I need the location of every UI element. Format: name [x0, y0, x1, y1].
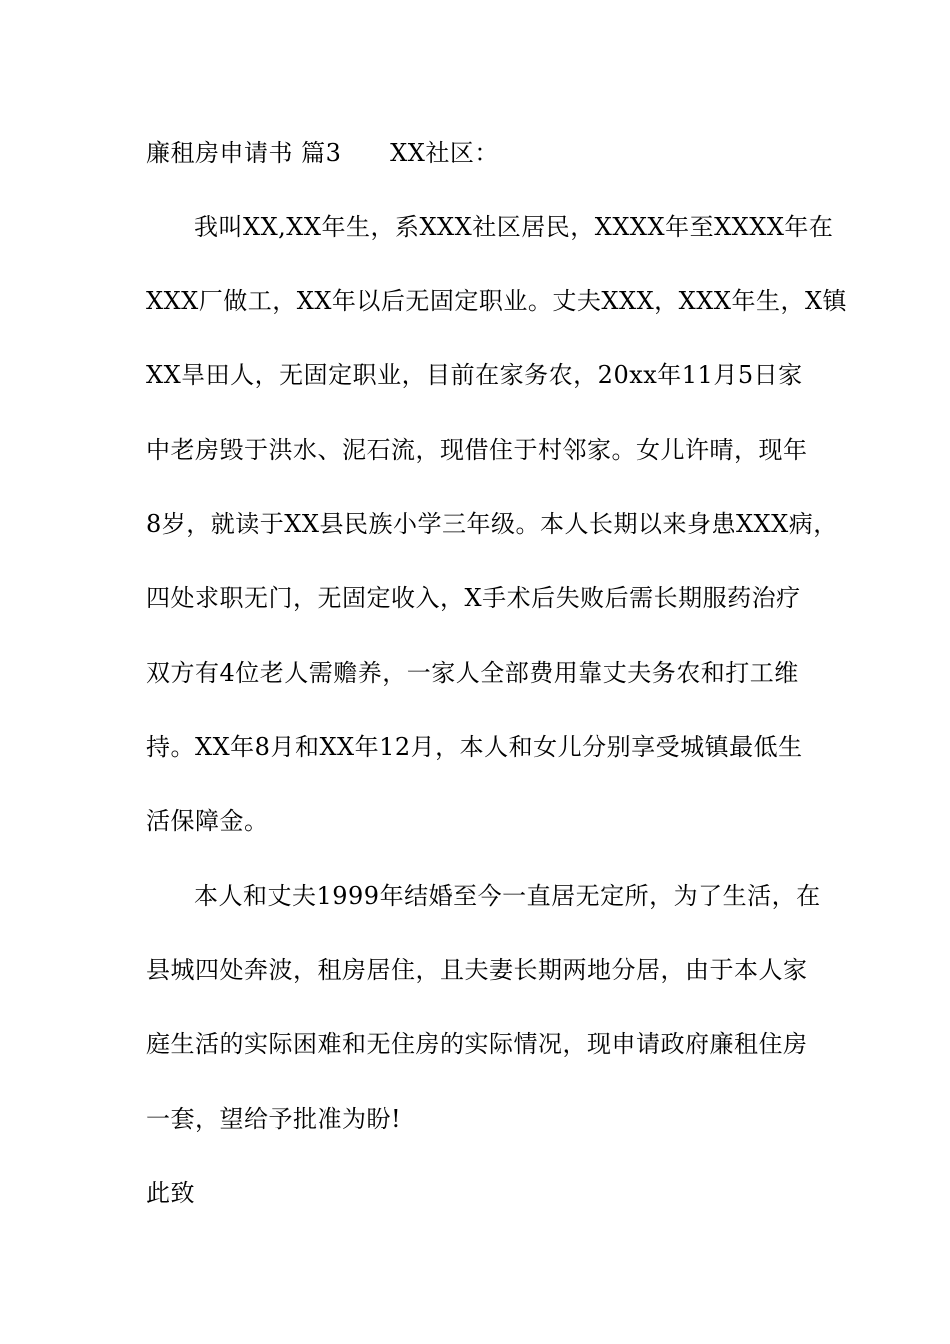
document-heading: 廉租房申请书 篇3 XX社区： — [146, 139, 499, 167]
paragraph-line: 县城四处奔波，租房居住，且夫妻长期两地分居，由于本人家 — [146, 956, 808, 984]
closing-text: 此致 — [146, 1179, 195, 1207]
paragraph-line: 中老房毁于洪水、泥石流，现借住于村邻家。女儿许晴，现年 — [146, 436, 808, 464]
paragraph-line: 庭生活的实际困难和无住房的实际情况，现申请政府廉租住房 — [146, 1030, 808, 1058]
paragraph-line: XXX厂做工，XX年以后无固定职业。丈夫XXX，XXX年生，X镇 — [146, 287, 848, 315]
paragraph-line: 四处求职无门，无固定收入，X手术后失败后需长期服药治疗 — [146, 584, 801, 612]
paragraph-line: 活保障金。 — [146, 807, 269, 835]
paragraph-line: 8岁，就读于XX县民族小学三年级。本人长期以来身患XXX病， — [146, 510, 838, 538]
paragraph-line: 我叫XX,XX年生，系XXX社区居民，XXXX年至XXXX年在 — [194, 213, 834, 241]
paragraph-line: 一套，望给予批准为盼! — [146, 1105, 402, 1133]
paragraph-line: 本人和丈夫1999年结婚至今一直居无定所，为了生活，在 — [194, 882, 821, 910]
paragraph-line: 持。XX年8月和XX年12月，本人和女儿分别享受城镇最低生 — [146, 733, 803, 761]
paragraph-line: XX旱田人，无固定职业，目前在家务农，20xx年11月5日家 — [146, 361, 803, 389]
paragraph-line: 双方有4位老人需赡养，一家人全部费用靠丈夫务农和打工维 — [146, 659, 799, 687]
